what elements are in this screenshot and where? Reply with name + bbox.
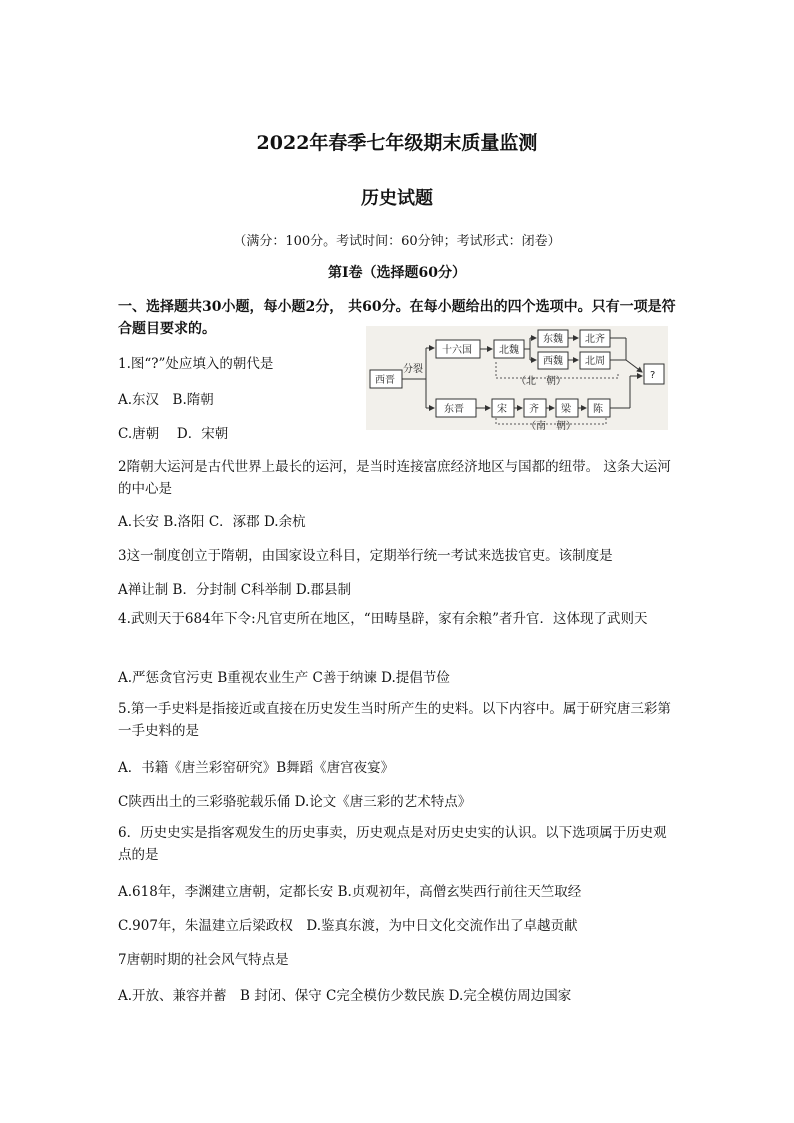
box-beizhou [580,352,610,369]
box-dongwei [538,330,568,347]
exam-title: 2022年春季七年级期末质量监测 [256,132,538,154]
box-shiliuguo [436,340,480,358]
question-5-stem: 5.第一手史料是指接近或直接在历史发生当时所产生的史料。以下内容中。属于研究唐三彩第一手史料的是 [118,701,671,739]
box-qi [524,399,546,417]
question-2-options-a: A.长安 B.洛阳 C．涿郡 D.余杭 [118,514,306,530]
label-chen: 陈 [593,404,603,415]
box-beiwei [494,340,524,358]
question-5-options-a: A．书籍《唐兰彩窑研究》B舞蹈《唐宫夜宴》 [118,760,395,776]
exam-info: （满分：100分。考试时间：60分钟；考试形式：闭卷） [233,234,561,249]
box-dongjin [436,399,476,417]
label-nanchao: （南 朝） [526,421,576,430]
question-7-options-a: A.开放、兼容并蓄 B 封闭、保守 C完全模仿少数民族 D.完全模仿周边国家 [118,988,572,1004]
box-song [492,399,514,417]
box-beiqi [580,330,610,347]
question-6-options-a: A.618年，李渊建立唐朝，定都长安 B.贞观初年，高僧玄奘西行前往天竺取经 [118,884,582,900]
label-qi: 齐 [529,404,539,415]
section-heading: 第Ⅰ卷（选择题60分） [327,265,467,281]
question-2-stem: 2隋朝大运河是古代世界上最长的运河，是当时连接富庶经济地区与国都的纽带。 这条大运河的中心是 [118,459,671,497]
question-5-options-b: C陕西出土的三彩骆驼载乐俑 D.论文《唐三彩的艺术特点》 [118,794,472,810]
question-6-stem: 6．历史史实是指客观发生的历史事卖，历史观点是对历史史实的认识。以下选项属于历史观点的是 [118,825,667,863]
question-3-options-a: A禅让制 B．分封制 C科举制 D.郡县制 [118,582,352,598]
label-beizhou: 北周 [585,356,605,367]
label-beichao: （北 朝） [516,376,566,387]
label-beiwei: 北魏 [499,345,519,356]
question-4-options-a: A.严惩贪官污吏 B重视农业生产 C善于纳谏 D.提倡节俭 [118,670,450,686]
label-song: 宋 [497,404,507,415]
box-xijin [370,370,402,388]
label-dongjin: 东晋 [444,404,464,415]
label-dongwei: 东魏 [543,334,563,345]
box-chen [588,399,610,417]
question-7-stem: 7唐朝时期的社会风气特点是 [118,952,289,968]
box-unknown [644,364,664,384]
label-xijin: 西晋 [375,375,395,386]
question-1-stem: 1.图“?”处应填入的朝代是 [118,356,274,372]
exam-subject: 历史试题 [361,188,433,209]
label-unknown: ? [650,370,656,381]
label-liang: 梁 [561,404,571,415]
dynasty-diagram [366,326,668,430]
question-1-options-a: A.东汉 B.隋朝 [118,392,214,408]
label-beiqi: 北齐 [585,334,605,345]
label-shiliuguo: 十六国 [442,345,472,356]
box-xiwei [538,352,568,369]
label-fenlie: 分裂 [403,364,423,375]
box-liang [556,399,578,417]
question-1-options-b: C.唐朝 D．宋朝 [118,426,229,442]
question-4-stem: 4.武则天于684年下令:凡官吏所在地区，“田畴垦辟，家有余粮”者升官．这体现了武则天 [118,611,648,627]
question-6-options-b: C.907年，朱温建立后梁政权 D.鉴真东渡，为中日文化交流作出了卓越贡献 [118,918,578,934]
section-instructions: 一、选择题共30小题，每小题2分， 共60分。在每小题给出的四个选项中。只有一项是符合题目要求的。 [118,299,676,337]
label-xiwei: 西魏 [543,356,563,367]
question-3-stem: 3这一制度创立于隋朝，由国家设立科目，定期举行统一考试来选拔官吏。该制度是 [118,548,613,564]
